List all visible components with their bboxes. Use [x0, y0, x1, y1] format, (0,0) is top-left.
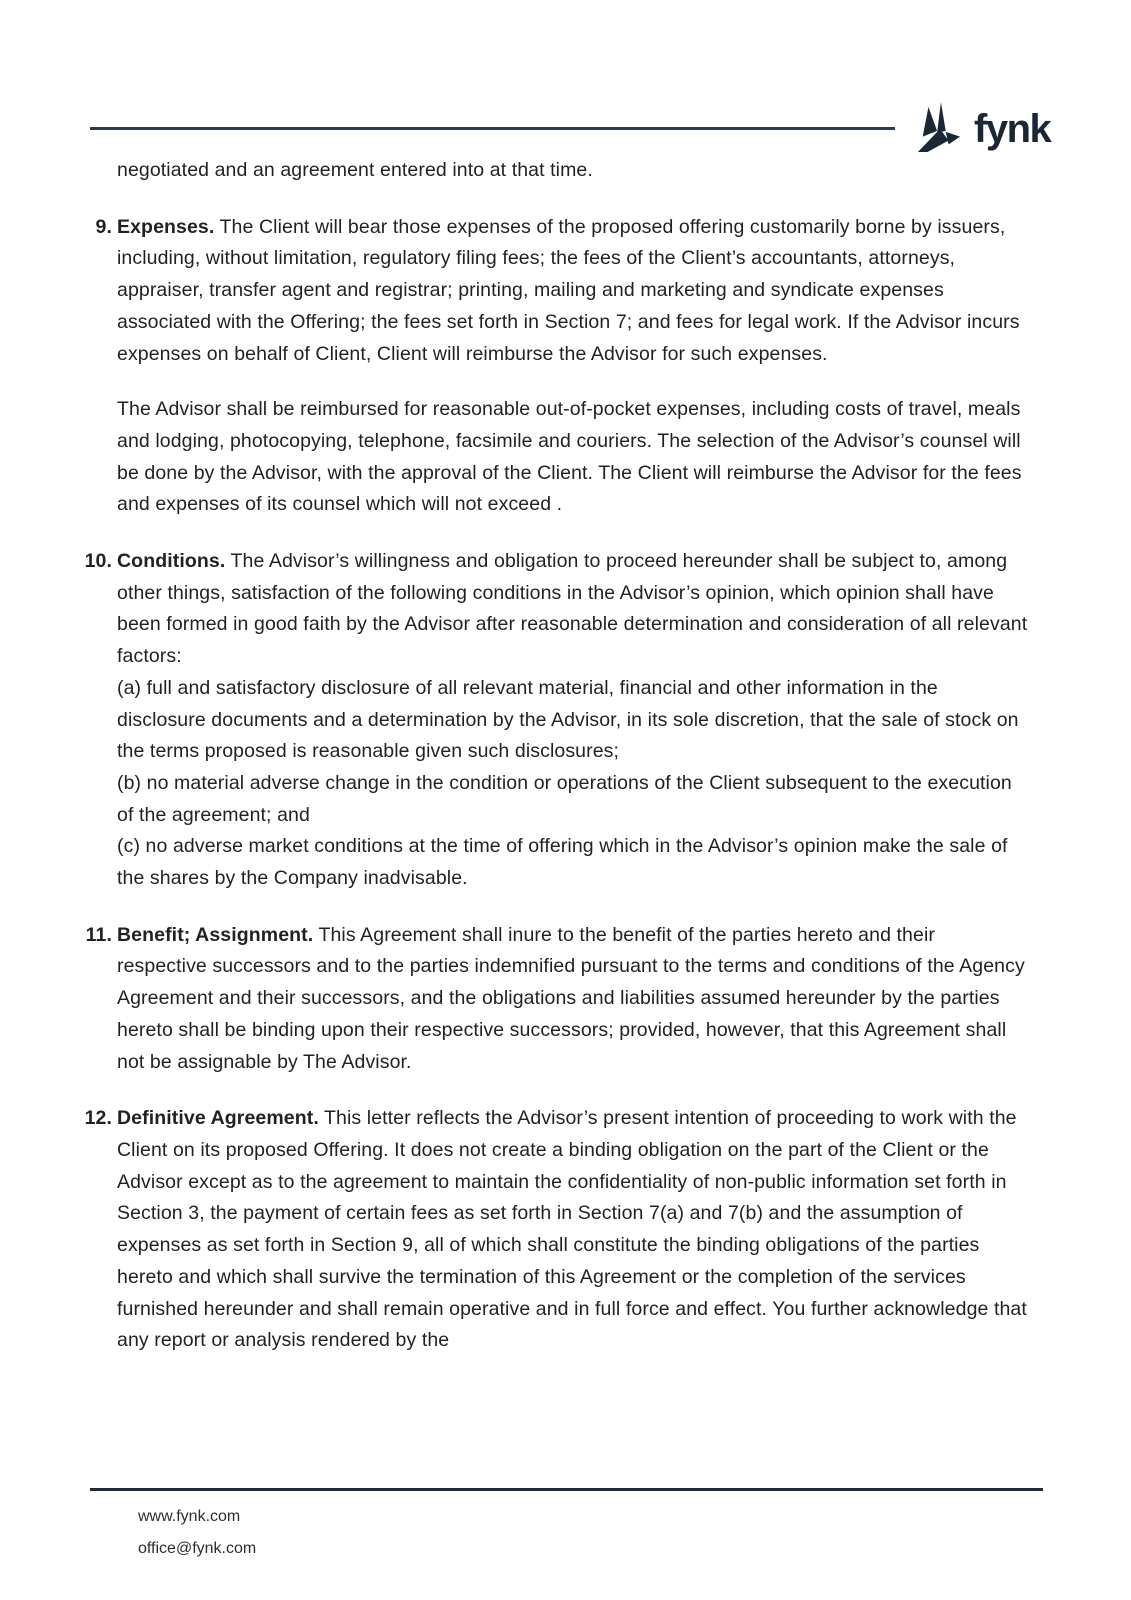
- section-lead-text: The Client will bear those expenses of the proposed offering customarily borne by issuers, including, without limitation, regulatory filing fees; the fees of the Client’s accountants, attorneys, appraiser, transfer agent and registrar; printing, mailing and marketing and syndicate expenses associated with the Offering; the fees set forth in Section 7; and fees for legal work. If the Advisor incurs expenses on behalf of Client, Client will reimburse the Advisor for such expenses.: [117, 215, 1020, 365]
- section-paragraph: The Advisor shall be reimbursed for reasonable out-of-pocket expenses, including costs of travel, meals and lodging, photocopying, telephone, facsimile and couriers. The selection of the Advisor’s counsel will be done by the Advisor, with the approval of the Client. The Client will reimburse the Advisor for the fees and expenses of its counsel which will not exceed .: [117, 398, 1022, 516]
- header-divider: [90, 127, 895, 130]
- section-lead-text: This letter reflects the Advisor’s present intention of proceeding to work with the Client on its proposed Offering. It does not create a binding obligation on the part of the Client or the Advisor except as to the agreement to maintain the confidentiality of non-public information set forth in Section 3, the payment of certain fees as set forth in Section 7(a) and 7(b) and the assumption of expenses as set forth in Section 9, all of which shall constitute the binding obligations of the parties hereto and which shall survive the termination of this Agreement or the completion of the services furnished hereunder and shall remain operative and in full force and effect. You further acknowledge that any report or analysis rendered by the: [117, 1107, 1027, 1352]
- section-paragraph: [117, 920, 1030, 1079]
- intro-paragraph: negotiated and an agreement entered into at that time.: [117, 159, 593, 181]
- section-paragraph: [117, 1103, 1030, 1357]
- section-title: Expenses.: [117, 215, 215, 238]
- footer-email: office@fynk.com: [138, 1539, 257, 1557]
- section-number: 11.: [85, 923, 112, 946]
- section-paragraph: (b) no material adverse change in the condition or operations of the Client subsequent to the execution of the agreement; and: [117, 771, 1012, 826]
- section: [85, 920, 1030, 1079]
- footer: [138, 1501, 256, 1564]
- section-number: 12.: [84, 1107, 112, 1130]
- section: [84, 546, 1030, 895]
- section-paragraph: [117, 546, 1030, 673]
- section-title: Benefit; Assignment.: [117, 923, 314, 946]
- section-paragraph: (c) no adverse market conditions at the time of offering which in the Advisor’s opinion make the sale of the shares by the Company inadvisable.: [117, 835, 1008, 890]
- section-title: Definitive Agreement.: [117, 1107, 319, 1130]
- footer-divider: [90, 1488, 1043, 1491]
- section-number: 9.: [95, 215, 112, 238]
- section-number: 10.: [84, 550, 112, 573]
- brand-wordmark: fynk: [974, 107, 1051, 151]
- section: [84, 1103, 1030, 1357]
- footer-website: www.fynk.com: [138, 1508, 241, 1525]
- section-lead-text: This Agreement shall inure to the benefit of the parties hereto and their respective successors and to the parties indemnified pursuant to the terms and conditions of the Agency Agreement and their successors, and the obligations and liabilities assumed hereunder by the parties hereto shall be binding upon their respective successors; provided, however, that this Agreement shall not be assignable by The Advisor.: [117, 923, 1025, 1073]
- document-body: [84, 155, 1030, 1357]
- section-title: Conditions.: [117, 550, 226, 573]
- section: [95, 212, 1030, 521]
- section-paragraph: (a) full and satisfactory disclosure of all relevant material, financial and other information in the disclosure documents and a determination by the Advisor, in its sole discretion, that the sale of stock on the terms proposed is reasonable given such disclosures;: [117, 676, 1019, 763]
- brand-logo: [916, 101, 1050, 157]
- sections-list: [84, 212, 1030, 1357]
- section-lead-text: The Advisor’s willingness and obligation to proceed hereunder shall be subject to, among other things, satisfaction of the following conditions in the Advisor’s opinion, which opinion shall have been formed in good faith by the Advisor after reasonable determination and consideration of all relevant factors:: [117, 550, 1028, 668]
- origami-bird-icon: [916, 101, 962, 157]
- section-paragraph: [117, 212, 1030, 371]
